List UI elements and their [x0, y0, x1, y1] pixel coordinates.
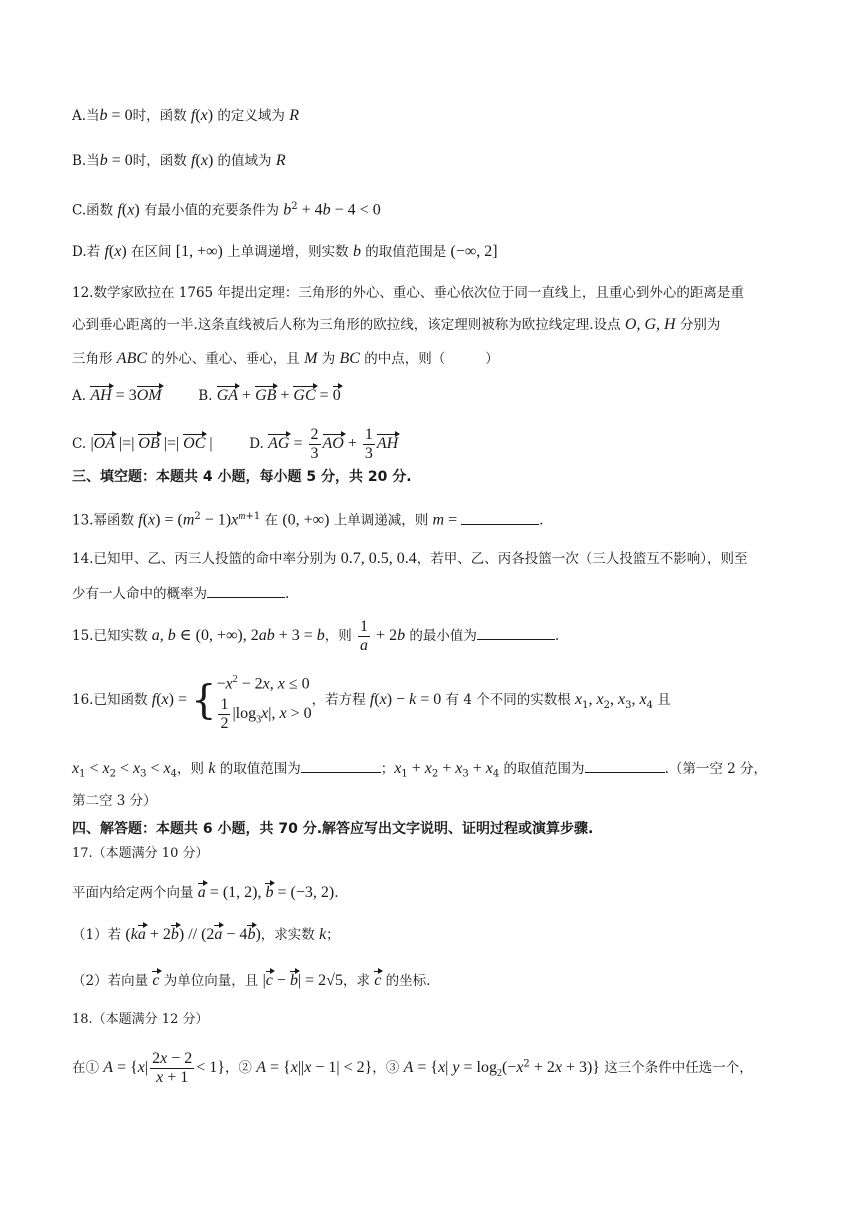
q12-options-cd [72, 426, 800, 463]
q16-line-3: 第二空 3 分） [72, 793, 157, 809]
q11-option-b: B.当b = 0时，函数 f(x) 的值域为 R [72, 152, 286, 169]
q13: 13.幂函数 $f(x) = (m^2 - 1)x^{m+1}$ 在 (0, +∞) 上单调递减，则 m = . [72, 511, 544, 529]
q12-option-c: C. |OA |=| OB |=| OC | [72, 436, 213, 452]
q11-option-d: D.若 f(x) 在区间 [1, +∞) 上单调递增，则实数 b 的取值范围是 (−∞, 2] [72, 243, 498, 260]
q14-line-1: 14.已知甲、乙、丙三人投篮的命中率分别为 0.7, 0.5, 0.4，若甲、乙、丙各投篮一次（三人投篮互不影响），则至 [72, 550, 748, 567]
q17-intro: 平面内给定两个向量 a = (1, 2), b = (−3, 2). [72, 882, 800, 904]
q12-option-a: A. AH = 3OM [72, 388, 162, 404]
q12-line-2: 心到垂心距离的一半.这条直线被后人称为三角形的欧拉线，该定理则被称为欧拉线定理.设点 O, G, H 分别为 [72, 316, 721, 333]
q17-part-2: （2）若向量 c 为单位向量，且 |c − b| = 2√5，求 c 的坐标. [72, 970, 800, 992]
q15: 15.已知实数 a, b ∈ (0, +∞), 2ab + 3 = b，则 $\frac{1}{a}$ + 2b 的最小值为 . [72, 618, 560, 654]
q11-option-c: C.函数 f(x) 有最小值的充要条件为 $b^2 + 4b - 4 < 0$ [72, 201, 381, 219]
q12-options-ab [72, 385, 800, 407]
q16-line-1: 16.已知函数 f(x) = { $-x^2 - 2x$, x ≤ 0 $\frac{1}{2}$ $|\log_3x|$, x > 0 ，若方程 f(x) − k = 0 有 4 个不同的实数根 $x_1$, $x_2$, $x_3$, $x_4$ 且 [72, 668, 800, 733]
q17-part-1: （1）若 (ka + 2b) // (2a − 4b)，求实数 k； [72, 924, 800, 946]
q12-line-3: 三角形 ABC 的外心、重心、垂心，且 M 为 BC 的中点，则（ ） [72, 350, 499, 367]
q16-line-2: $x_1 < x_2 < x_3 < x_4$，则 k 的取值范围为 ；$x_1 + x_2 + x_3 + x_4$ 的取值范围为 .（第一空 2 分， [72, 760, 768, 780]
section-4-heading: 四、解答题：本题共 6 小题，共 70 分.解答应写出文字说明、证明过程或演算步骤. [72, 821, 594, 837]
section-3-heading: 三、填空题：本题共 4 小题，每小题 5 分，共 20 分. [72, 469, 412, 485]
q18-line-1: 在① A = {x| $\frac{2x - 2}{x + 1}$ < 1}，② A = {x||x − 1| < 2}，③ A = {x| $y = \log_2(-x^2 + 2x + 3)$} 这三个条件中任选一个， [72, 1050, 753, 1086]
q12-line-1: 12.数学家欧拉在 1765 年提出定理：三角形的外心、重心、垂心依次位于同一直线上，且重心到外心的距离是重 [72, 285, 744, 301]
q12-option-b: B. GA + GB + GC = 0 [198, 388, 341, 404]
q18-header: 18.（本题满分 12 分） [72, 1012, 209, 1027]
q17-header: 17.（本题满分 10 分） [72, 846, 209, 861]
piecewise-cases: $-x^2 - 2x$, x ≤ 0 $\frac{1}{2}$ $|\log_3x|$, x > 0 [216, 674, 312, 733]
q11-option-a: A.当b = 0时，函数 f(x) 的定义域为 R [72, 107, 299, 124]
q14-line-2: 少有一人命中的概率为 . [72, 583, 800, 605]
q12-option-d: D. AG = $\frac{2}{3}$ AO + $\frac{1}{3}$ AH [249, 426, 399, 462]
